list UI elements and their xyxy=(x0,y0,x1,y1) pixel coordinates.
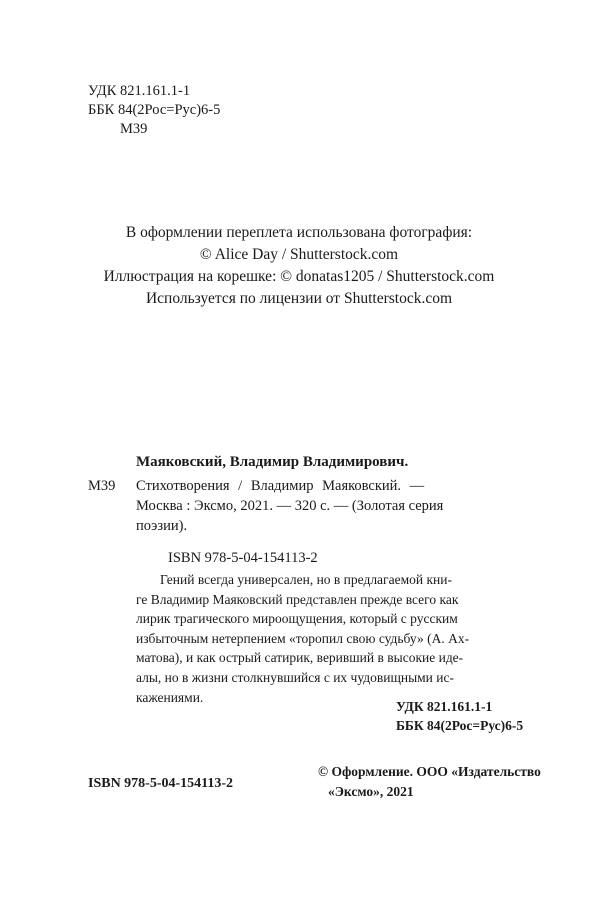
udk-code: УДК 821.161.1-1 xyxy=(88,83,191,99)
card-author-mark: М39 xyxy=(88,478,116,494)
abstract-line: алы, но в жизни столкнувшийся с их чудовищными ис- xyxy=(136,669,454,685)
abstract-line: Гений всегда универсален, но в предлагаемой кни- xyxy=(160,572,452,587)
bbk-code: ББК 84(2Рос=Рус)6-5 xyxy=(88,102,221,118)
copyright-line: © Оформление. ООО «Издательство xyxy=(318,764,541,779)
bbk-code: ББК 84(2Рос=Рус)6-5 xyxy=(396,718,524,733)
udk-code: УДК 821.161.1-1 xyxy=(396,699,493,714)
description-line: Москва : Эксмо, 2021. — 320 с. — (Золотая серия xyxy=(136,498,444,514)
description-line: поэзии). xyxy=(136,518,188,534)
classification-codes xyxy=(88,82,220,139)
abstract-line: ге Владимир Маяковский представлен прежде всего как xyxy=(136,591,459,607)
card-description xyxy=(136,476,538,536)
image-credits xyxy=(0,222,598,310)
copyright-line: «Эксмо», 2021 xyxy=(328,784,414,799)
credit-line: В оформлении переплета использована фотография: xyxy=(125,224,473,241)
abstract-line: матова), и как острый сатирик, веривший в высокие иде- xyxy=(136,650,464,666)
abstract-line: избыточным нетерпением «торопил свою судьбу» (А. Ах- xyxy=(136,630,470,646)
card-isbn: ISBN 978-5-04-154113-2 xyxy=(168,550,318,566)
abstract-line: кажениями. xyxy=(136,689,204,705)
copyright-notice xyxy=(318,762,541,802)
author-mark: М39 xyxy=(120,121,148,137)
footer-classification-codes xyxy=(396,697,523,735)
card-author: Маяковский, Владимир Владимирович. xyxy=(136,454,409,470)
credit-line: Иллюстрация на корешке: © donatas1205 / Shutterstock.com xyxy=(103,268,495,285)
credit-line: Используется по лицензии от Shutterstock.com xyxy=(145,290,453,307)
credit-line: © Alice Day / Shutterstock.com xyxy=(199,246,399,263)
isbn-bottom: ISBN 978-5-04-154113-2 xyxy=(88,776,234,791)
description-line: Стихотворения / Владимир Маяковский. — xyxy=(136,478,425,494)
abstract-line: лирик трагического мироощущения, который с русским xyxy=(136,611,458,627)
book-abstract xyxy=(136,570,536,707)
